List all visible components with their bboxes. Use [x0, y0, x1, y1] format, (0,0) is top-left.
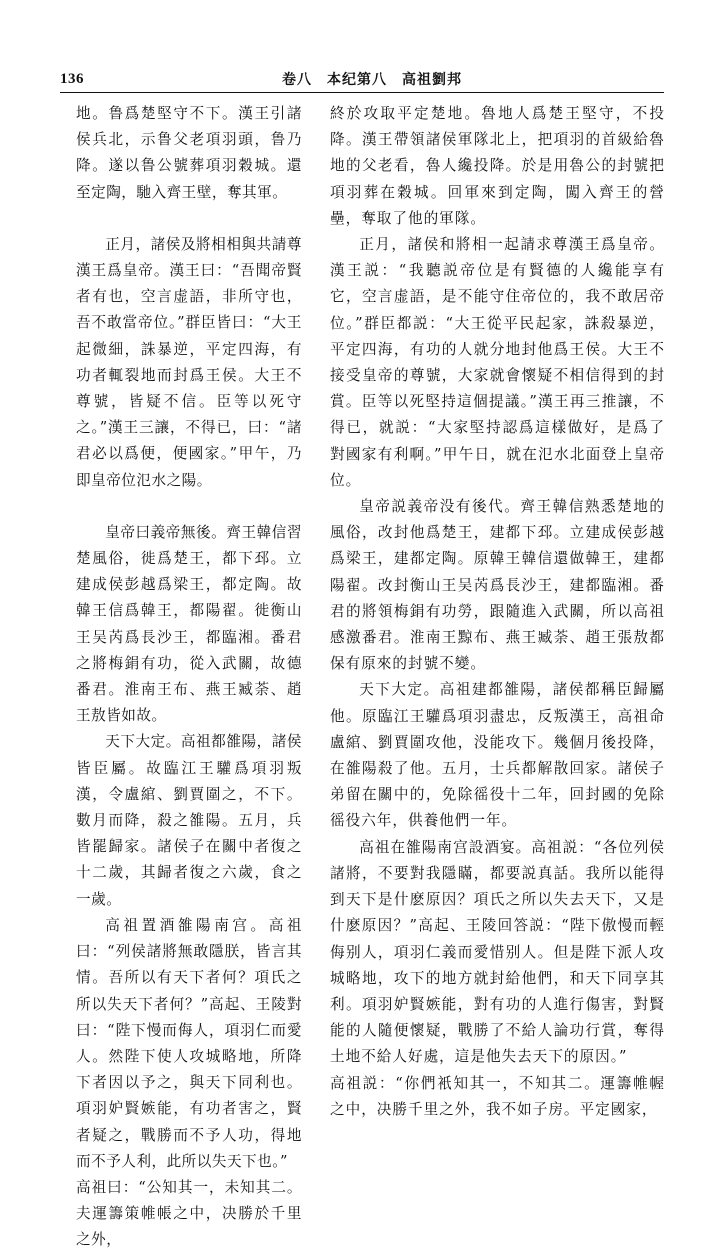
paragraph-gap	[76, 206, 302, 232]
running-head: 卷八 本纪第八 高祖劉邦	[282, 72, 462, 88]
translation-paragraph: 皇帝説義帝没有後代。齊王韓信熟悉楚地的風俗，改封他爲楚王，建都下邳。立建成侯彭越爲梁王，建都定陶。原韓王韓信還做韓王，建都陽翟。改封衡山王吴芮爲長沙王，建都臨湘。番君的將領梅鋗有功勞，跟隨進入武關，所以高祖感激番君。淮南王黥布、燕王臧荼、趙王張敖都保有原來的封號不變。	[330, 498, 665, 673]
classical-text-column	[76, 101, 302, 1254]
translation-text-column	[330, 101, 665, 1123]
translation-paragraph: 終於攻取平定楚地。魯地人爲楚王堅守，不投降。漢王帶領諸侯軍隊北上，把項羽的首級給魯地的父老看，魯人纔投降。於是用魯公的封號把項羽葬在穀城。回軍來到定陶，闖入齊王的營壘，奪取了他的軍隊。	[330, 105, 665, 227]
header-rule	[60, 92, 664, 93]
classical-paragraph: 皇帝曰義帝無後。齊王韓信習楚風俗，徙爲楚王，都下邳。立建成侯彭越爲梁王，都定陶。故韓王信爲韓王，都陽翟。徙衡山王吴芮爲長沙王，都臨湘。番君之將梅鋗有功，從入武關，故德番君。淮南王布、燕王臧荼、趙王敖皆如故。	[76, 523, 302, 725]
classical-paragraph: 正月，諸侯及將相相與共請尊漢王爲皇帝。漢王曰：“吾聞帝賢者有也，空言虚語，非所守也，吾不敢當帝位。”群臣皆曰：“大王起微細，誅暴逆，平定四海，有功者輒裂地而封爲王侯。大王不尊號，皆疑不信。臣等以死守之。”漢王三讓，不得已，曰：“諸君必以爲便，便國家。”甲午，乃即皇帝位氾水之陽。	[76, 235, 302, 489]
classical-paragraph: 高祖曰：“公知其一，未知其二。夫運籌策帷帳之中，决勝於千里之外，	[76, 1178, 302, 1249]
classical-paragraph: 天下大定。高祖都雒陽，諸侯皆臣屬。故臨江王驩爲項羽叛漢，令盧綰、劉賈圍之，不下。數月而降，殺之雒陽。五月，兵皆罷歸家。諸侯子在關中者復之十二歲，其歸者復之六歲，食之一歲。	[76, 733, 302, 908]
paragraph-gap	[76, 494, 302, 520]
translation-paragraph: 高祖在雒陽南宫設酒宴。高祖説：“各位列侯諸將，不要對我隱瞞，都要説真話。我所以能得到天下是什麽原因？項氏之所以失去天下，又是什麽原因？”高起、王陵回答説：“陛下傲慢而輕侮别人，項羽仁義而愛惜别人。但是陛下派人攻城略地，攻下的地方就封給他們，和天下同享其利。項羽妒賢嫉能，對有功的人進行傷害，對賢能的人隨便懷疑，戰勝了不給人論功行賞，奪得土地不給人好處，這是他失去天下的原因。”	[330, 838, 665, 1066]
translation-paragraph: 正月，諸侯和將相一起請求尊漢王爲皇帝。漢王説：“我聽説帝位是有賢德的人纔能享有它，空言虚語，是不能守住帝位的，我不敢居帝位。”群臣都説：“大王從平民起家，誅殺暴逆，平定四海，有功的人就分地封他爲王侯。大王不接受皇帝的尊號，大家就會懷疑不相信得到的封賞。臣等以死堅持這個提議。”漢王再三推讓，不得已，就説：“大家堅持認爲這樣做好，是爲了對國家有利啊。”甲午日，就在氾水北面登上皇帝位。	[330, 236, 665, 489]
translation-paragraph: 天下大定。高祖建都雒陽，諸侯都稱臣歸屬他。原臨江王驩爲項羽盡忠，反叛漢王，高祖命盧綰、劉賈圍攻他，没能攻下。幾個月後投降，在雒陽殺了他。五月，士兵都解散回家。諸侯子弟留在關中的，免除徭役十二年，回封國的免除徭役六年，供養他們一年。	[330, 681, 665, 830]
classical-paragraph: 高祖置酒雒陽南宫。高祖曰：“列侯諸將無敢隱朕，皆言其情。吾所以有天下者何？項氏之所以失天下者何？”高起、王陵對曰：“陛下慢而侮人，項羽仁而愛人。然陛下使人攻城略地，所降下者因以予之，與天下同利也。項羽妒賢嫉能，有功者害之，賢者疑之，戰勝而不予人功，得地而不予人利，此所以失天下也。”	[76, 916, 302, 1170]
translation-paragraph: 高祖説：“你們衹知其一，不知其二。運籌帷幄之中，决勝千里之外，我不如子房。平定國家，	[330, 1074, 665, 1118]
classical-paragraph: 地。鲁爲楚堅守不下。漢王引諸侯兵北，示鲁父老項羽頭，鲁乃降。遂以鲁公號葬項羽穀城。還至定陶，馳入齊王壁，奪其軍。	[76, 105, 302, 201]
page-header	[0, 0, 716, 100]
page-number: 136	[60, 71, 84, 87]
